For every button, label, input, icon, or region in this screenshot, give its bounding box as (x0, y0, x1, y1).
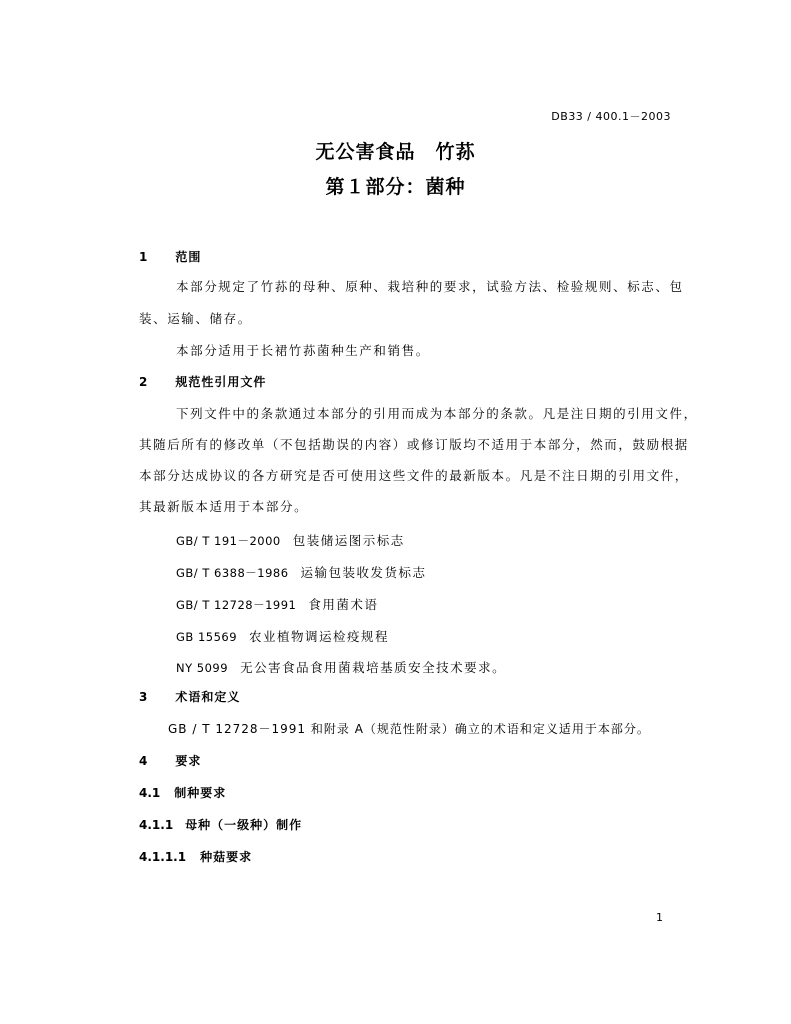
reference-title: 无公害食品食用菌栽培基质安全技术要求。 (240, 660, 507, 675)
section-heading-1 (139, 248, 201, 265)
section-number: 4 (139, 754, 148, 768)
reference-code: NY 5099 (176, 661, 229, 675)
section-title: 术语和定义 (175, 690, 241, 704)
section-heading-4-1-1-1 (139, 848, 252, 865)
section-number: 1 (139, 250, 148, 264)
section-heading-2 (139, 373, 266, 390)
section-number: 4.1 (139, 786, 161, 800)
reference-code: GB/ T 6388－1986 (176, 566, 289, 580)
standard-code: DB33 / 400.1－2003 (551, 110, 671, 123)
section-number: 4.1.1.1 (139, 850, 187, 864)
paragraph-line: 本部分规定了竹荪的母种、原种、栽培种的要求，试验方法、检验规则、标志、包 (176, 279, 684, 294)
reference-item (176, 627, 389, 645)
reference-title: 食用菌术语 (308, 597, 379, 612)
paragraph-line: 其最新版本适用于本部分。 (139, 499, 309, 514)
document-title: 无公害食品 竹荪 (315, 141, 476, 163)
reference-code: GB 15569 (176, 630, 238, 644)
section-title: 母种（一级种）制作 (185, 818, 303, 832)
reference-item (176, 531, 405, 549)
section-number: 3 (139, 690, 148, 704)
reference-title: 包装储运图示标志 (292, 533, 405, 548)
section-title: 规范性引用文件 (175, 375, 267, 389)
reference-item (176, 595, 378, 613)
paragraph-line: 本部分达成协议的各方研究是否可使用这些文件的最新版本。凡是不注日期的引用文件， (139, 468, 689, 483)
paragraph-line: 下列文件中的条款通过本部分的引用而成为本部分的条款。凡是注日期的引用文件， (176, 406, 698, 421)
section-number: 4.1.1 (139, 818, 174, 832)
paragraph-line: 其随后所有的修改单（不包括勘误的内容）或修订版均不适用于本部分，然而，鼓励根据 (139, 437, 689, 452)
section-heading-3 (139, 688, 240, 705)
section-title: 种菇要求 (200, 850, 253, 864)
reference-item (176, 563, 427, 581)
paragraph-line: 本部分适用于长裙竹荪菌种生产和销售。 (176, 343, 430, 358)
section-title: 范围 (175, 250, 202, 264)
reference-item (176, 658, 506, 676)
section-number: 2 (139, 375, 148, 389)
section-title: 制种要求 (174, 786, 227, 800)
page-number: 1 (656, 911, 663, 924)
reference-code: GB/ T 12728－1991 (176, 598, 297, 612)
paragraph-line: 装、运输、储存。 (139, 311, 252, 326)
reference-title: 运输包装收发货标志 (300, 565, 427, 580)
document-subtitle: 第１部分：菌种 (325, 176, 466, 198)
section-heading-4 (139, 752, 201, 769)
paragraph-line: GB / T 12728－1991 和附录 A（规范性附录）确立的术语和定义适用于本部分。 (168, 722, 650, 736)
reference-code: GB/ T 191－2000 (176, 534, 281, 548)
section-heading-4-1 (139, 784, 226, 801)
section-title: 要求 (175, 754, 202, 768)
reference-title: 农业植物调运检疫规程 (249, 629, 390, 644)
section-heading-4-1-1 (139, 816, 302, 833)
